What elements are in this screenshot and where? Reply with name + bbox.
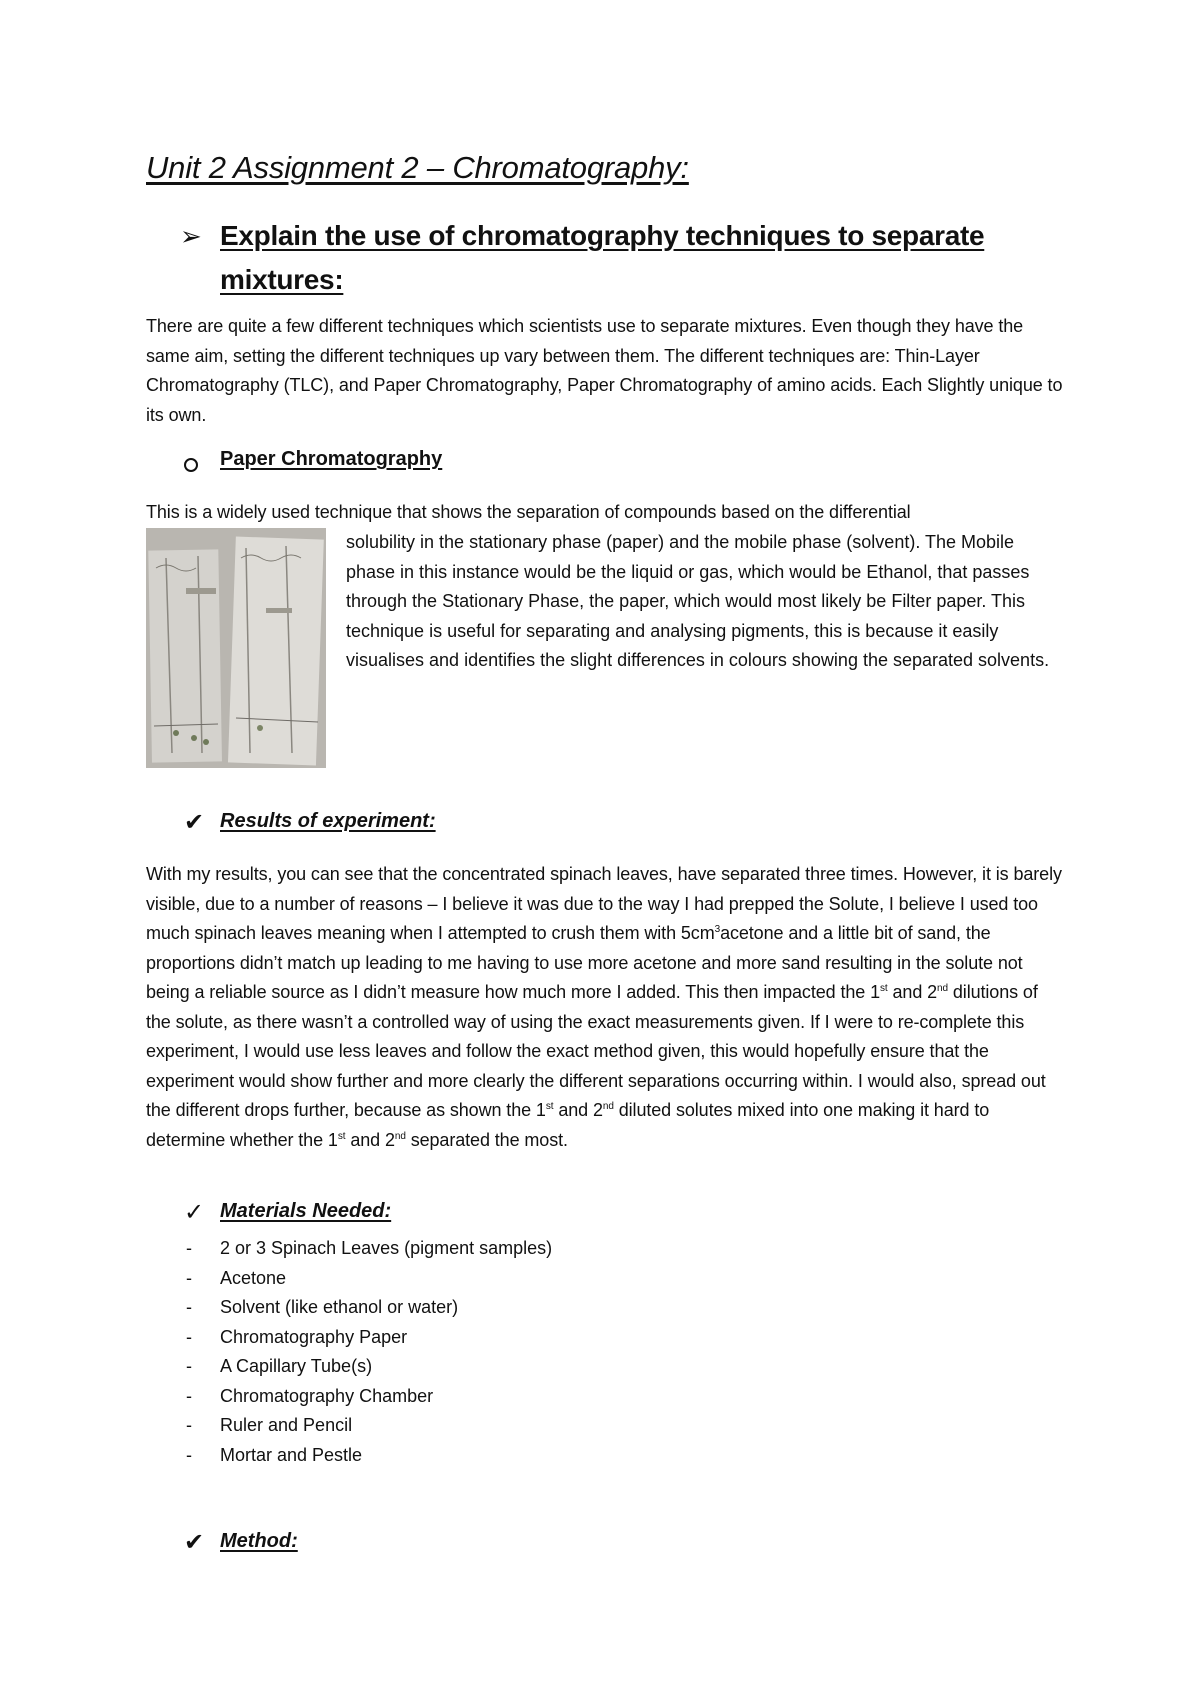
paper-lead-text: This is a widely used technique that shows the separation of compounds based on the differential — [146, 502, 911, 522]
paper-wrapped-text: solubility in the stationary phase (paper) and the mobile phase (solvent). The Mobile phase in this instance would be the liquid or gas, which would be Ethanol, that passes through the Stationary Phase, the paper, which would most likely be Filter paper. This technique is useful for separating and analysing pigments, this is because it easily visualises and identifies the slight differences in colours showing the separated solvents. — [346, 532, 1050, 670]
checkmark-icon: ✓ — [184, 1199, 205, 1226]
list-item: - Chromatography Paper — [186, 1326, 408, 1347]
chromatography-photo — [146, 528, 326, 768]
circle-bullet-icon — [184, 458, 198, 472]
intro-paragraph: There are quite a few different techniques which scientists use to separate mixtures. Even though they have the same aim, setting the different techniques up vary between them. The different techniques are: Thin-Layer Chromatography (TLC), and Paper Chromatography, Paper Chromatography of amino acids. Each Slightly unique to its own. — [146, 316, 1063, 425]
list-item: - A Capillary Tube(s) — [186, 1356, 373, 1376]
materials-list — [184, 1234, 552, 1470]
section-heading: Explain the use of chromatography techniques to separate mixtures: — [220, 220, 985, 295]
list-item: - Chromatography Chamber — [186, 1385, 434, 1406]
list-item: - Solvent (like ethanol or water) — [186, 1297, 459, 1317]
checkmark-icon: ✔ — [184, 1529, 205, 1556]
checkmark-icon: ✔ — [184, 809, 205, 836]
materials-heading: Materials Needed: — [220, 1200, 392, 1222]
method-heading: Method: — [220, 1530, 298, 1552]
section-heading-row — [180, 214, 1080, 302]
results-heading: Results of experiment: — [220, 810, 436, 832]
list-item: - Ruler and Pencil — [186, 1415, 353, 1435]
arrow-bullet-icon: ➢ — [180, 221, 202, 251]
page-title: Unit 2 Assignment 2 – Chromatography: — [146, 150, 689, 185]
chromatography-photo-illustration — [146, 528, 326, 768]
list-item: - Mortar and Pestle — [186, 1444, 363, 1465]
list-item: - Acetone — [186, 1267, 287, 1288]
results-paragraph: With my results, you can see that the concentrated spinach leaves, have separated three times. However, it is barely visible, due to a number of reasons – I believe it was due to the way I had prepped the Solute, I believe I used too much spinach leaves meaning when I attempted to crush them with $5cm^3acetone$ and a little bit of sand, the proportions didn’t match up leading to me having to use more acetone and more sand resulting in the solute not being a reliable source as I didn’t measure how much more I added. This then impacted the 1st and 2nd dilutions of the solute, as there wasn’t a controlled way of using the exact measurements given. If I were to re-complete this experiment, I would use less leaves and follow the exact method given, this would hopefully ensure that the experiment would show further and more clearly the different separations occurring within. I would also, spread out the different drops further, because as shown the 1st and 2nd diluted solutes mixed into one making it hard to determine whether the 1st and 2nd separated the most. — [146, 864, 1062, 1150]
list-item: - 2 or 3 Spinach Leaves (pigment samples) — [186, 1238, 553, 1258]
paper-chromatography-heading: Paper Chromatography — [220, 448, 443, 470]
